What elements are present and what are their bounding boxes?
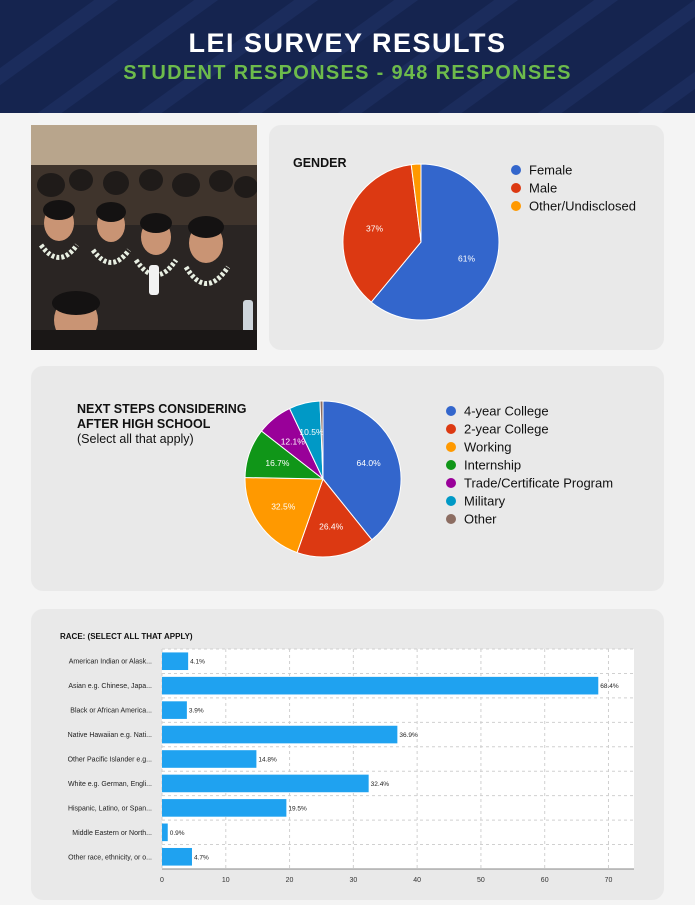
- next-steps-legend-swatch: [446, 406, 456, 416]
- race-category-label: Native Hawaiian e.g. Nati...: [67, 732, 152, 740]
- next-steps-legend-swatch: [446, 478, 456, 488]
- header-banner: [0, 0, 695, 113]
- next-steps-legend-item: Working: [464, 439, 512, 455]
- gender-legend-item: Other/Undisclosed: [529, 198, 636, 214]
- race-bar: [162, 848, 192, 866]
- x-tick-label: 40: [413, 877, 422, 884]
- gender-legend-swatch: [511, 165, 521, 175]
- race-category-label: Asian e.g. Chinese, Japa...: [68, 683, 152, 691]
- x-tick-label: 50: [477, 877, 485, 884]
- next-steps-legend-item: Military: [464, 493, 506, 509]
- race-card: [31, 609, 664, 900]
- next-steps-legend-swatch: [446, 460, 456, 470]
- race-data-label: 68.4%: [600, 683, 619, 691]
- next-steps-data-label: 12.1%: [280, 436, 305, 447]
- race-bar: [162, 775, 369, 793]
- student-photo: [31, 125, 257, 350]
- race-data-label: 3.9%: [188, 707, 204, 715]
- race-category-label: Other Pacific Islander e.g...: [67, 756, 152, 764]
- race-bar: [162, 677, 598, 695]
- race-category-label: Middle Eastern or North...: [72, 829, 152, 837]
- gender-legend-swatch: [511, 183, 521, 193]
- race-bar: [162, 824, 168, 842]
- next-steps-legend-item: 4-year College: [464, 403, 549, 419]
- next-steps-data-label: 26.4%: [319, 521, 344, 532]
- x-tick-label: 30: [349, 877, 358, 884]
- next-steps-subtitle: (Select all that apply): [77, 432, 194, 446]
- race-data-label: 36.9%: [399, 732, 418, 740]
- next-steps-data-label: 10.5%: [299, 427, 324, 438]
- page-subtitle: STUDENT RESPONSES - 948 RESPONSES: [123, 62, 572, 84]
- x-tick-label: 60: [540, 877, 549, 884]
- x-tick-label: 10: [221, 877, 230, 884]
- x-tick-label: 20: [285, 877, 294, 884]
- race-data-label: 19.5%: [288, 805, 307, 813]
- next-steps-data-label: 32.5%: [271, 501, 296, 512]
- gender-legend-item: Female: [529, 162, 573, 178]
- next-steps-title-line2: AFTER HIGH SCHOOL: [77, 417, 211, 431]
- next-steps-legend-swatch: [446, 442, 456, 452]
- next-steps-title-line1: NEXT STEPS CONSIDERING: [77, 402, 247, 416]
- race-category-label: White e.g. German, Engli...: [67, 780, 152, 788]
- race-category-label: Hispanic, Latino, or Span...: [67, 805, 152, 813]
- next-steps-legend-item: Internship: [464, 457, 522, 473]
- next-steps-legend-swatch: [446, 496, 456, 506]
- next-steps-card: [31, 366, 664, 591]
- gender-legend-swatch: [511, 201, 521, 211]
- race-chart: [31, 609, 664, 900]
- gender-data-label: 61%: [457, 253, 476, 264]
- next-steps-data-label: 16.7%: [265, 457, 290, 468]
- x-tick-label: 70: [604, 877, 613, 884]
- race-category-label: Black or African America...: [70, 707, 152, 715]
- race-data-label: 0.9%: [169, 829, 185, 837]
- race-bar: [162, 701, 187, 719]
- next-steps-legend-swatch: [446, 514, 456, 524]
- next-steps-data-label: 64.0%: [356, 457, 381, 468]
- race-chart-title: RACE: (SELECT ALL THAT APPLY): [60, 632, 193, 641]
- gender-chart-title: GENDER: [293, 156, 347, 170]
- next-steps-legend-item: 2-year College: [464, 421, 549, 437]
- gender-data-label: 37%: [366, 223, 384, 234]
- gender-chart: [269, 125, 664, 350]
- race-bar: [162, 652, 188, 670]
- race-bar: [162, 726, 397, 744]
- next-steps-legend-item: Trade/Certificate Program: [464, 475, 614, 491]
- next-steps-legend-swatch: [446, 424, 456, 434]
- gender-legend-item: Male: [529, 180, 558, 196]
- gender-card: [269, 125, 664, 350]
- x-tick-label: 0: [160, 877, 164, 884]
- page-title: LEI SURVEY RESULTS: [188, 28, 507, 58]
- race-category-label: American Indian or Alask...: [68, 658, 152, 666]
- race-data-label: 4.1%: [190, 658, 205, 666]
- race-bar: [162, 750, 256, 768]
- race-data-label: 4.7%: [193, 854, 209, 862]
- race-data-label: 14.8%: [258, 756, 277, 764]
- next-steps-legend-item: Other: [464, 511, 497, 527]
- race-bar: [162, 799, 286, 817]
- race-category-label: Other race, ethnicity, or o...: [68, 854, 152, 862]
- next-steps-chart: [31, 366, 664, 591]
- race-data-label: 32.4%: [370, 780, 390, 788]
